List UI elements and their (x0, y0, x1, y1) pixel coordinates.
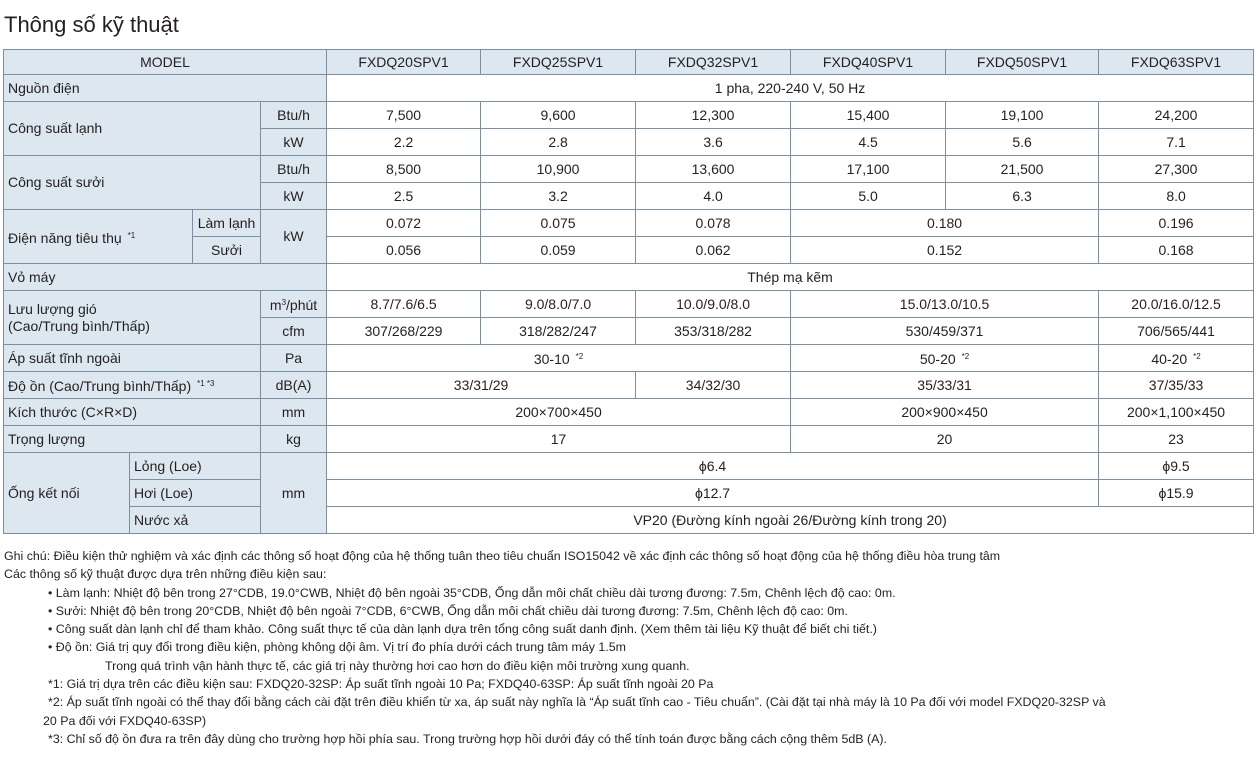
model-name: FXDQ20SPV1 (327, 50, 481, 75)
value-cell: ϕ6.4 (327, 453, 1099, 480)
model-name: FXDQ25SPV1 (481, 50, 636, 75)
unit-superscript: 3 (281, 298, 287, 307)
value-cell: 2.8 (481, 129, 636, 156)
unit-cell: cfm (261, 318, 327, 345)
spec-table (3, 49, 1254, 534)
heating-btu-row (4, 156, 1254, 183)
header-row (4, 50, 1254, 75)
cooling-capacity-label: Công suất lạnh (4, 102, 261, 156)
footnote-2-continued: 20 Pa đối với FXDQ40-63SP) (43, 713, 207, 728)
model-name: FXDQ40SPV1 (791, 50, 946, 75)
value-text: 50-20 (919, 351, 956, 367)
value-cell: 35/33/31 (791, 372, 1099, 399)
value-cell: 37/35/33 (1099, 372, 1254, 399)
piping-drain-row (4, 507, 1254, 534)
cooling-btu-row (4, 102, 1254, 129)
note-line: Trong quá trình vận hành thực tế, các giá trị này thường hơi cao hơn do điều kiện môi trường xung quanh. (105, 658, 690, 673)
dimensions-row (4, 399, 1254, 426)
power-consumption-label (4, 210, 193, 264)
note-bullet: • Công suất dàn lạnh chỉ để tham khảo. Công suất thực tế của dàn lạnh dựa trên tổng công suất danh định. (Xem thêm tài liệu Kỹ thuật để biết chi tiết.) (48, 622, 877, 637)
value-cell: 3.6 (636, 129, 791, 156)
value-cell: 307/268/229 (327, 318, 481, 345)
piping-label: Ống kết nối (4, 453, 130, 534)
value-cell: 23 (1099, 426, 1254, 453)
unit-cell: Pa (261, 345, 327, 372)
value-cell: 0.056 (327, 237, 481, 264)
value-cell: ϕ15.9 (1099, 480, 1254, 507)
value-text: 40-20 (1151, 351, 1188, 367)
unit-cell: kg (261, 426, 327, 453)
casing-label: Vỏ máy (4, 264, 327, 291)
value-cell: 8.7/7.6/6.5 (327, 291, 481, 318)
value-cell: 0.152 (791, 237, 1099, 264)
value-cell: 20 (791, 426, 1099, 453)
note-bullet: • Làm lạnh: Nhiệt độ bên trong 27°CDB, 19.0°CWB, Nhiệt độ bên ngoài 35°CDB, Ống dẫn môi chất chiều dài tương đương: 7.5m, Chênh lệch độ cao: 0m. (48, 585, 896, 600)
footnote-1: *1: Giá trị dựa trên các điều kiện sau: FXDQ20-32SP: Áp suất tĩnh ngoài 10 Pa; FXDQ40-63SP: Áp suất tĩnh ngoài 20 Pa (48, 677, 714, 692)
power-source-row (4, 75, 1254, 102)
value-text: 30-10 (533, 351, 570, 367)
value-cell: 24,200 (1099, 102, 1254, 129)
unit-cell: kW (261, 129, 327, 156)
value-cell: 13,600 (636, 156, 791, 183)
value-cell: ϕ9.5 (1099, 453, 1254, 480)
value-cell: 2.2 (327, 129, 481, 156)
value-cell: 0.078 (636, 210, 791, 237)
power-consumption-text: Điện năng tiêu thụ (8, 229, 122, 246)
footnote-mark: *1 (127, 230, 136, 240)
value-cell: 0.062 (636, 237, 791, 264)
unit-cell: Btu/h (261, 102, 327, 129)
noise-label-text: Độ ồn (Cao/Trung bình/Thấp) (8, 378, 192, 394)
note-bullet: • Độ ồn: Giá trị quy đổi trong điều kiện, phòng không dội âm. Vị trí đo phía dưới cách trung tâm máy 1.5m (48, 640, 626, 655)
footnote-mark: *2 (1193, 352, 1201, 361)
unit-cell: kW (261, 210, 327, 264)
noise-row (4, 372, 1254, 399)
value-cell: 0.196 (1099, 210, 1254, 237)
value-cell: 200×700×450 (327, 399, 791, 426)
cooling-mode-label: Làm lạnh (193, 210, 261, 237)
value-cell: 12,300 (636, 102, 791, 129)
noise-label (4, 372, 261, 399)
value-cell: 15,400 (791, 102, 946, 129)
value-cell: 706/565/441 (1099, 318, 1254, 345)
power-source-value: 1 pha, 220-240 V, 50 Hz (327, 75, 1254, 102)
value-cell: 10,900 (481, 156, 636, 183)
model-name: FXDQ50SPV1 (946, 50, 1099, 75)
power-source-label: Nguồn điện (4, 75, 327, 102)
casing-value: Thép mạ kẽm (327, 264, 1254, 291)
note-line: Ghi chú: Điều kiện thử nghiệm và xác định các thông số hoạt động của hệ thống tuân theo tiêu chuẩn ISO15042 về xác định các thông số hoạt động của hệ thống điều hòa trung tâm (4, 549, 1001, 563)
value-cell: 6.3 (946, 183, 1099, 210)
value-cell: 7.1 (1099, 129, 1254, 156)
unit-cell: mm (261, 399, 327, 426)
heating-mode-label: Sưởi (193, 237, 261, 264)
value-cell: 0.072 (327, 210, 481, 237)
airflow-label-line2: (Cao/Trung bình/Thấp) (8, 317, 150, 334)
model-name: FXDQ32SPV1 (636, 50, 791, 75)
value-cell: 4.5 (791, 129, 946, 156)
value-cell: 5.6 (946, 129, 1099, 156)
footnote-2: *2: Áp suất tĩnh ngoài có thể thay đổi bằng cách cài đặt trên điều khiển từ xa, áp suất này nghĩa là “Áp suất tĩnh cao - Tiêu chuẩn”. (Cài đặt tại nhà máy là 10 Pa đối với model FXDQ20-32SP và (48, 695, 1106, 710)
unit-text: m (269, 297, 282, 313)
value-cell (1099, 345, 1254, 372)
value-cell: 34/32/30 (636, 372, 791, 399)
value-cell: 33/31/29 (327, 372, 636, 399)
value-cell: VP20 (Đường kính ngoài 26/Đường kính trong 20) (327, 507, 1254, 534)
note-bullet: • Sưởi: Nhiệt độ bên trong 20°CDB, Nhiệt độ bên ngoài 7°CDB, 6°CWB, Ống dẫn môi chất chiều dài tương đương: 7.5m, Chênh lệch độ cao: 0m. (48, 603, 848, 618)
value-cell: 19,100 (946, 102, 1099, 129)
value-cell: 20.0/16.0/12.5 (1099, 291, 1254, 318)
value-cell: 8,500 (327, 156, 481, 183)
value-cell: 17 (327, 426, 791, 453)
consumption-cool-row (4, 210, 1254, 237)
footnote-mark: *2 (575, 352, 584, 361)
piping-liquid-row (4, 453, 1254, 480)
unit-cell: mm (261, 453, 327, 534)
value-cell: 17,100 (791, 156, 946, 183)
value-cell (327, 345, 791, 372)
casing-row (4, 264, 1254, 291)
value-cell: 353/318/282 (636, 318, 791, 345)
piping-gas-row (4, 480, 1254, 507)
heating-capacity-label: Công suất sưởi (4, 156, 261, 210)
footnote-3: *3: Chỉ số độ ồn đưa ra trên đây dùng cho trường hợp hồi phía sau. Trong trường hợp hồi dưới đáy có thể tính toán được bằng cách cộng thêm 5dB (A). (48, 731, 887, 746)
value-cell: 318/282/247 (481, 318, 636, 345)
value-cell: ϕ12.7 (327, 480, 1099, 507)
value-cell: 9.0/8.0/7.0 (481, 291, 636, 318)
value-cell: 530/459/371 (791, 318, 1099, 345)
value-cell: 15.0/13.0/10.5 (791, 291, 1099, 318)
airflow-m3-row (4, 291, 1254, 318)
value-cell: 200×900×450 (791, 399, 1099, 426)
value-cell: 10.0/9.0/8.0 (636, 291, 791, 318)
value-cell: 4.0 (636, 183, 791, 210)
drain-pipe-label: Nước xả (130, 507, 261, 534)
page-title: Thông số kỹ thuật (4, 12, 179, 37)
value-cell: 3.2 (481, 183, 636, 210)
liquid-pipe-label: Lỏng (Loe) (130, 453, 261, 480)
value-cell: 9,600 (481, 102, 636, 129)
footnote-mark: *1 *3 (197, 379, 215, 388)
dimensions-label: Kích thước (C×R×D) (4, 399, 261, 426)
unit-cell: kW (261, 183, 327, 210)
value-cell: 7,500 (327, 102, 481, 129)
unit-cell: Btu/h (261, 156, 327, 183)
static-pressure-row (4, 345, 1254, 372)
value-cell: 5.0 (791, 183, 946, 210)
footnote-mark: *2 (961, 352, 970, 361)
unit-text: /phút (286, 297, 318, 313)
airflow-label (4, 291, 261, 345)
footnotes (4, 547, 1106, 748)
model-name: FXDQ63SPV1 (1099, 50, 1254, 75)
airflow-label-line1: Lưu lượng gió (8, 300, 97, 317)
note-line: Các thông số kỹ thuật được dựa trên những điều kiện sau: (4, 567, 327, 582)
static-pressure-label: Áp suất tĩnh ngoài (4, 345, 261, 372)
value-cell: 0.075 (481, 210, 636, 237)
value-cell: 21,500 (946, 156, 1099, 183)
value-cell: 0.180 (791, 210, 1099, 237)
value-cell: 2.5 (327, 183, 481, 210)
value-cell: 8.0 (1099, 183, 1254, 210)
value-cell: 0.168 (1099, 237, 1254, 264)
unit-cell: dB(A) (261, 372, 327, 399)
value-cell: 200×1,100×450 (1099, 399, 1254, 426)
weight-row (4, 426, 1254, 453)
gas-pipe-label: Hơi (Loe) (130, 480, 261, 507)
model-header: MODEL (4, 50, 327, 75)
value-cell (791, 345, 1099, 372)
value-cell: 27,300 (1099, 156, 1254, 183)
weight-label: Trọng lượng (4, 426, 261, 453)
value-cell: 0.059 (481, 237, 636, 264)
unit-cell (261, 291, 327, 318)
